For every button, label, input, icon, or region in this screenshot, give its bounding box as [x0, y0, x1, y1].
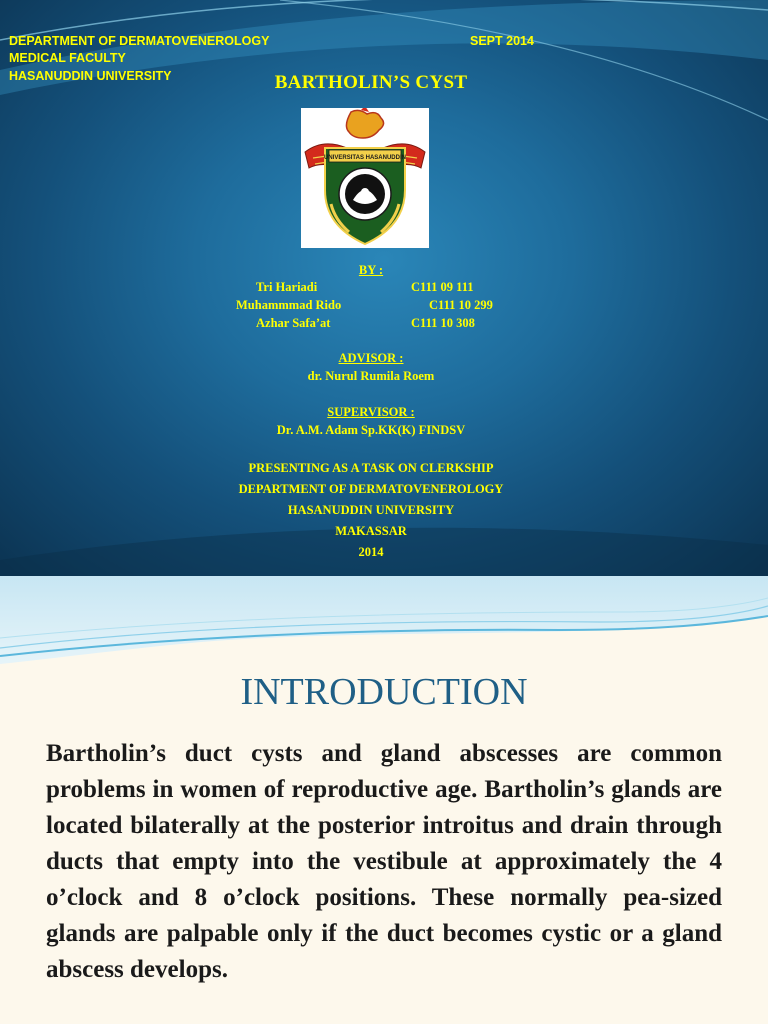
- header-faculty: MEDICAL FACULTY: [9, 51, 126, 65]
- slide-title: BARTHOLIN’S CYST: [274, 72, 468, 93]
- presenting-line-5: 2014: [358, 545, 384, 559]
- presenting-block: [0, 458, 742, 563]
- introduction-paragraph: Bartholin’s duct cysts and gland abscesses are common problems in women of reproductive age. Bartholin’s glands are located bilaterally at the posterior introitus and drain through ducts that empty into the vestibule at approximately the 4 o’clock and 8 o’clock positions. These normally pea-sized glands are palpable only if the duct becomes cystic or a gland abscess develops.: [46, 740, 722, 983]
- university-crest-icon: [301, 108, 429, 248]
- author-id-1: C111 09 111: [411, 280, 474, 294]
- university-logo: [301, 108, 429, 248]
- advisor-name: dr. Nurul Rumila Roem: [307, 369, 435, 383]
- author-id-2: C111 10 299: [429, 298, 493, 312]
- by-label: BY :: [358, 263, 384, 277]
- header-university: HASANUDDIN UNIVERSITY: [9, 69, 172, 83]
- logo-banner-text: UNIVERSITAS HASANUDDIN: [324, 155, 406, 161]
- presenting-line-1: PRESENTING AS A TASK ON CLERKSHIP: [248, 461, 494, 475]
- decorative-wave: [0, 576, 768, 666]
- section-title: INTRODUCTION: [240, 671, 528, 713]
- supervisor-name: Dr. A.M. Adam Sp.KK(K) FINDSV: [276, 423, 466, 437]
- author-name-3: Azhar Safa’at: [256, 316, 331, 330]
- header-date: SEPT 2014: [470, 34, 534, 48]
- header-department: DEPARTMENT OF DERMATOVENEROLOGY: [9, 34, 270, 48]
- presenting-line-2: DEPARTMENT OF DERMATOVENEROLOGY: [238, 482, 504, 496]
- advisor-label: ADVISOR :: [338, 351, 404, 365]
- author-name-2: Muhammmad Rido: [236, 298, 342, 312]
- presenting-line-3: HASANUDDIN UNIVERSITY: [287, 503, 455, 517]
- presenting-line-4: MAKASSAR: [335, 524, 407, 538]
- author-name-1: Tri Hariadi: [256, 280, 318, 294]
- author-id-3: C111 10 308: [411, 316, 475, 330]
- introduction-slide: [0, 576, 768, 1024]
- supervisor-label: SUPERVISOR :: [327, 405, 415, 419]
